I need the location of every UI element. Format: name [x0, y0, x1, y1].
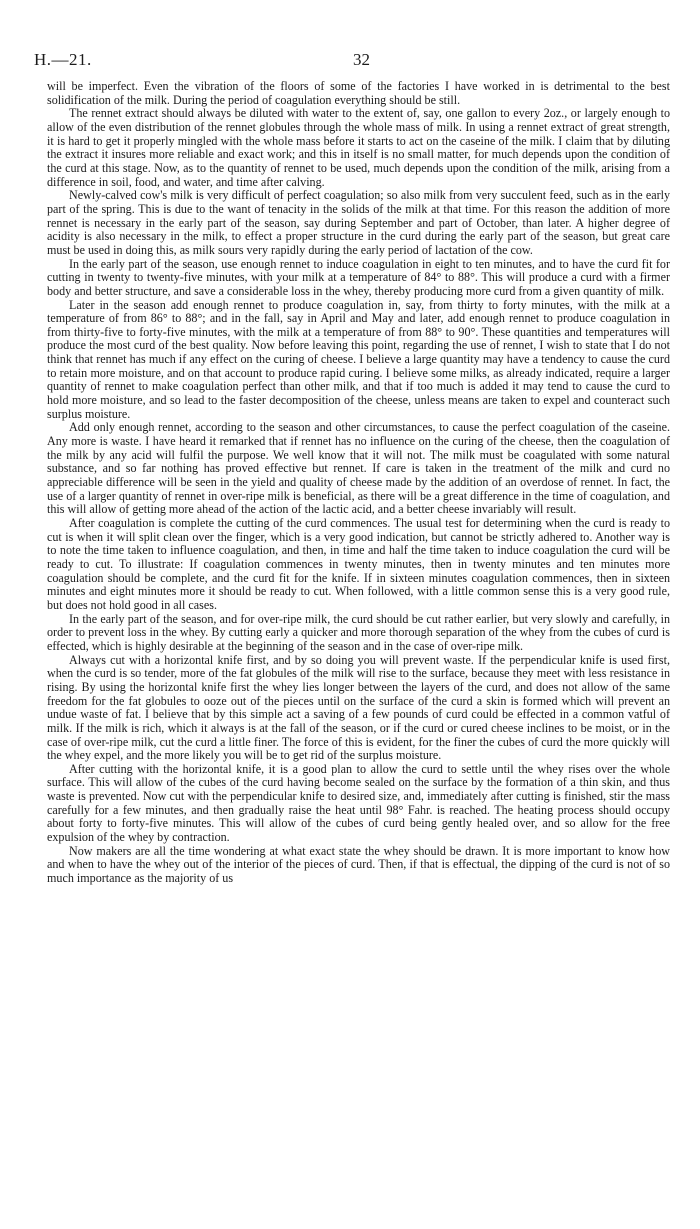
- paragraph: In the early part of the season, use enough rennet to induce coagulation in eight to ten minutes, and to have the curd fit for cutting in twenty to twenty-five minutes, with your milk at a temperature of 84° to 88°. This will produce a curd with a firmer body and better structure, and save a considerable loss in the whey, thereby producing more curd from a given quantity of milk.: [47, 256, 670, 298]
- paragraph: After cutting with the horizontal knife, it is a good plan to allow the curd to settle until the whey rises over the whole surface. This will allow of the cubes of the curd having become sealed on the surface by the formation of a thin skin, and thus waste is prevented. Now cut with the perpendicular knife to desired size, and, immediately after cutting is finished, stir the mass carefully for a few minutes, and then gradually raise the heat until 98° Fahr. is reached. The heating process should occupy about forty to forty-five minutes. This will allow of the cubes of curd being gently healed over, and so allow for the free expulsion of the whey by contraction.: [47, 761, 670, 845]
- paragraph: Now makers are all the time wondering at what exact state the whey should be drawn. It is more important to know how and when to have the whey out of the interior of the pieces of curd. Then, if that is effectual, the dipping of the curd is not of so much importance as the majority of us: [47, 843, 670, 886]
- page-number: 32: [353, 50, 370, 69]
- page-header: [34, 50, 670, 76]
- paragraph: Later in the season add enough rennet to produce coagulation in, say, from thirty to forty minutes, with the milk at a temperature of from 86° to 88°; and in the fall, say in April and May and later, add enough rennet to produce coagulation in from thirty-five to forty-five minutes, with the milk at a temperature of from 88° to 90°. These quantities and temperatures will produce the most curd of the best quality. Now before leaving this point, regarding the use of rennet, I wish to state that I do not think that rennet has much if any effect on the curing of cheese. I believe a large quantity may have a tendency to cause the curd to retain more moisture, and on that account to produce rapid curing. I believe some milks, as already indicated, require a larger quantity of rennet to make coagulation perfect than other milk, and that if too much is added it may tend to cause the curd to hold more moisture, and so lead to the faster decomposition of the cheese, unless means are taken to expel and counteract such surplus moisture.: [47, 297, 670, 421]
- paragraph: Add only enough rennet, according to the season and other circumstances, to cause the perfect coagulation of the caseine. Any more is waste. I have heard it remarked that if rennet has no influence on the curing of the cheese, then the coagulation of the milk by any acid will fulfil the purpose. We well know that it will not. The milk must be coagulated with some natural substance, and so far nothing has proved effective but rennet. If care is taken in the treatment of the milk and curd no appreciable difference will be seen in the yield and quality of cheese made by the addition of an overdose of rennet. In fact, the use of a larger quantity of rennet in over-ripe milk is beneficial, as there will be a great difference in the time of coagulation, and this will allow of getting more ahead of the action of the lactic acid, and a better cheese invariably will result.: [47, 420, 670, 517]
- paragraph: will be imperfect. Even the vibration of the floors of some of the factories I have worked in is detrimental to the best solidification of the milk. During the period of coagulation everything should be still.: [47, 79, 670, 107]
- paragraph: Always cut with a horizontal knife first, and by so doing you will prevent waste. If the perpendicular knife is used first, when the curd is so tender, more of the fat globules of the milk will rise to the surface, because they meet with less resistance in rising. By using the horizontal knife first the whey lies longer between the layers of the curd, and does not allow of the same freedom for the fat globules to ooze out of the pieces until on the surface of the curd a skin is formed which will prevent an undue waste of fat. I believe that by this simple act a saving of a few pounds of curd could be effected in a common vatful of milk. If the milk is rich, which it always is at the fall of the season, or if the curd or cured cheese inclines to be moist, or in the case of over-ripe milk, cut the curd a little finer. The force of this is evident, for the finer the cubes of curd the more quickly will the whey expel, and the more likely you will be to get rid of the surplus moisture.: [47, 652, 670, 763]
- body-text: [47, 80, 670, 886]
- paragraph: Newly-calved cow's milk is very difficult of perfect coagulation; so also milk from very succulent feed, such as in the early part of the spring. This is due to the want of tenacity in the solids of the milk at that time. For this reason the addition of more rennet is necessary in the early part of the season, say during September and part of October, than later. A higher degree of acidity is also necessary in the milk, to effect a proper structure in the curd during the early part of the season, but great care must be used in doing this, as milk sours very rapidly during the early period of lactation of the cow.: [47, 188, 670, 257]
- paragraph: The rennet extract should always be diluted with water to the extent of, say, one gallon to every 2oz., or largely enough to allow of the even distribution of the rennet globules through the whole mass of milk. In using a rennet extract of great strength, it is hard to get it properly mingled with the whole mass before it starts to act on the caseine of the milk. I claim that by diluting the extract it insures more reliable and exact work; and this in itself is no small matter, for much depends upon the condition of the curd at this stage. Now, as to the quantity of rennet to be used, much depends upon the condition of the milk, arising from a difference in soil, food, and water, and time after calving.: [47, 106, 670, 189]
- paragraph: After coagulation is complete the cutting of the curd commences. The usual test for determining when the curd is ready to cut is when it will split clean over the finger, which is a very good indication, but cannot be strictly adhered to. Another way is to note the time taken to influence coagulation, and then, in time and half the time taken to induce coagulation the curd will be ready to cut. To illustrate: If coagulation commences in twenty minutes, then in twenty minutes and ten minutes more coagulation should be complete, and the curd fit for the knife. If in sixteen minutes coagulation commences, then in sixteen minutes and eight minutes more it should be ready to cut. When followed, with a little common sense this is a very good rule, but does not hold good in all cases.: [47, 516, 670, 612]
- paragraph: In the early part of the season, and for over-ripe milk, the curd should be cut rather earlier, but very slowly and carefully, in order to prevent loss in the whey. By cutting early a quicker and more thorough separation of the whey from the cubes of curd is effected, which is highly desirable at the beginning of the season and in the case of over-ripe milk.: [47, 611, 670, 653]
- document-reference: H.—21.: [34, 50, 92, 69]
